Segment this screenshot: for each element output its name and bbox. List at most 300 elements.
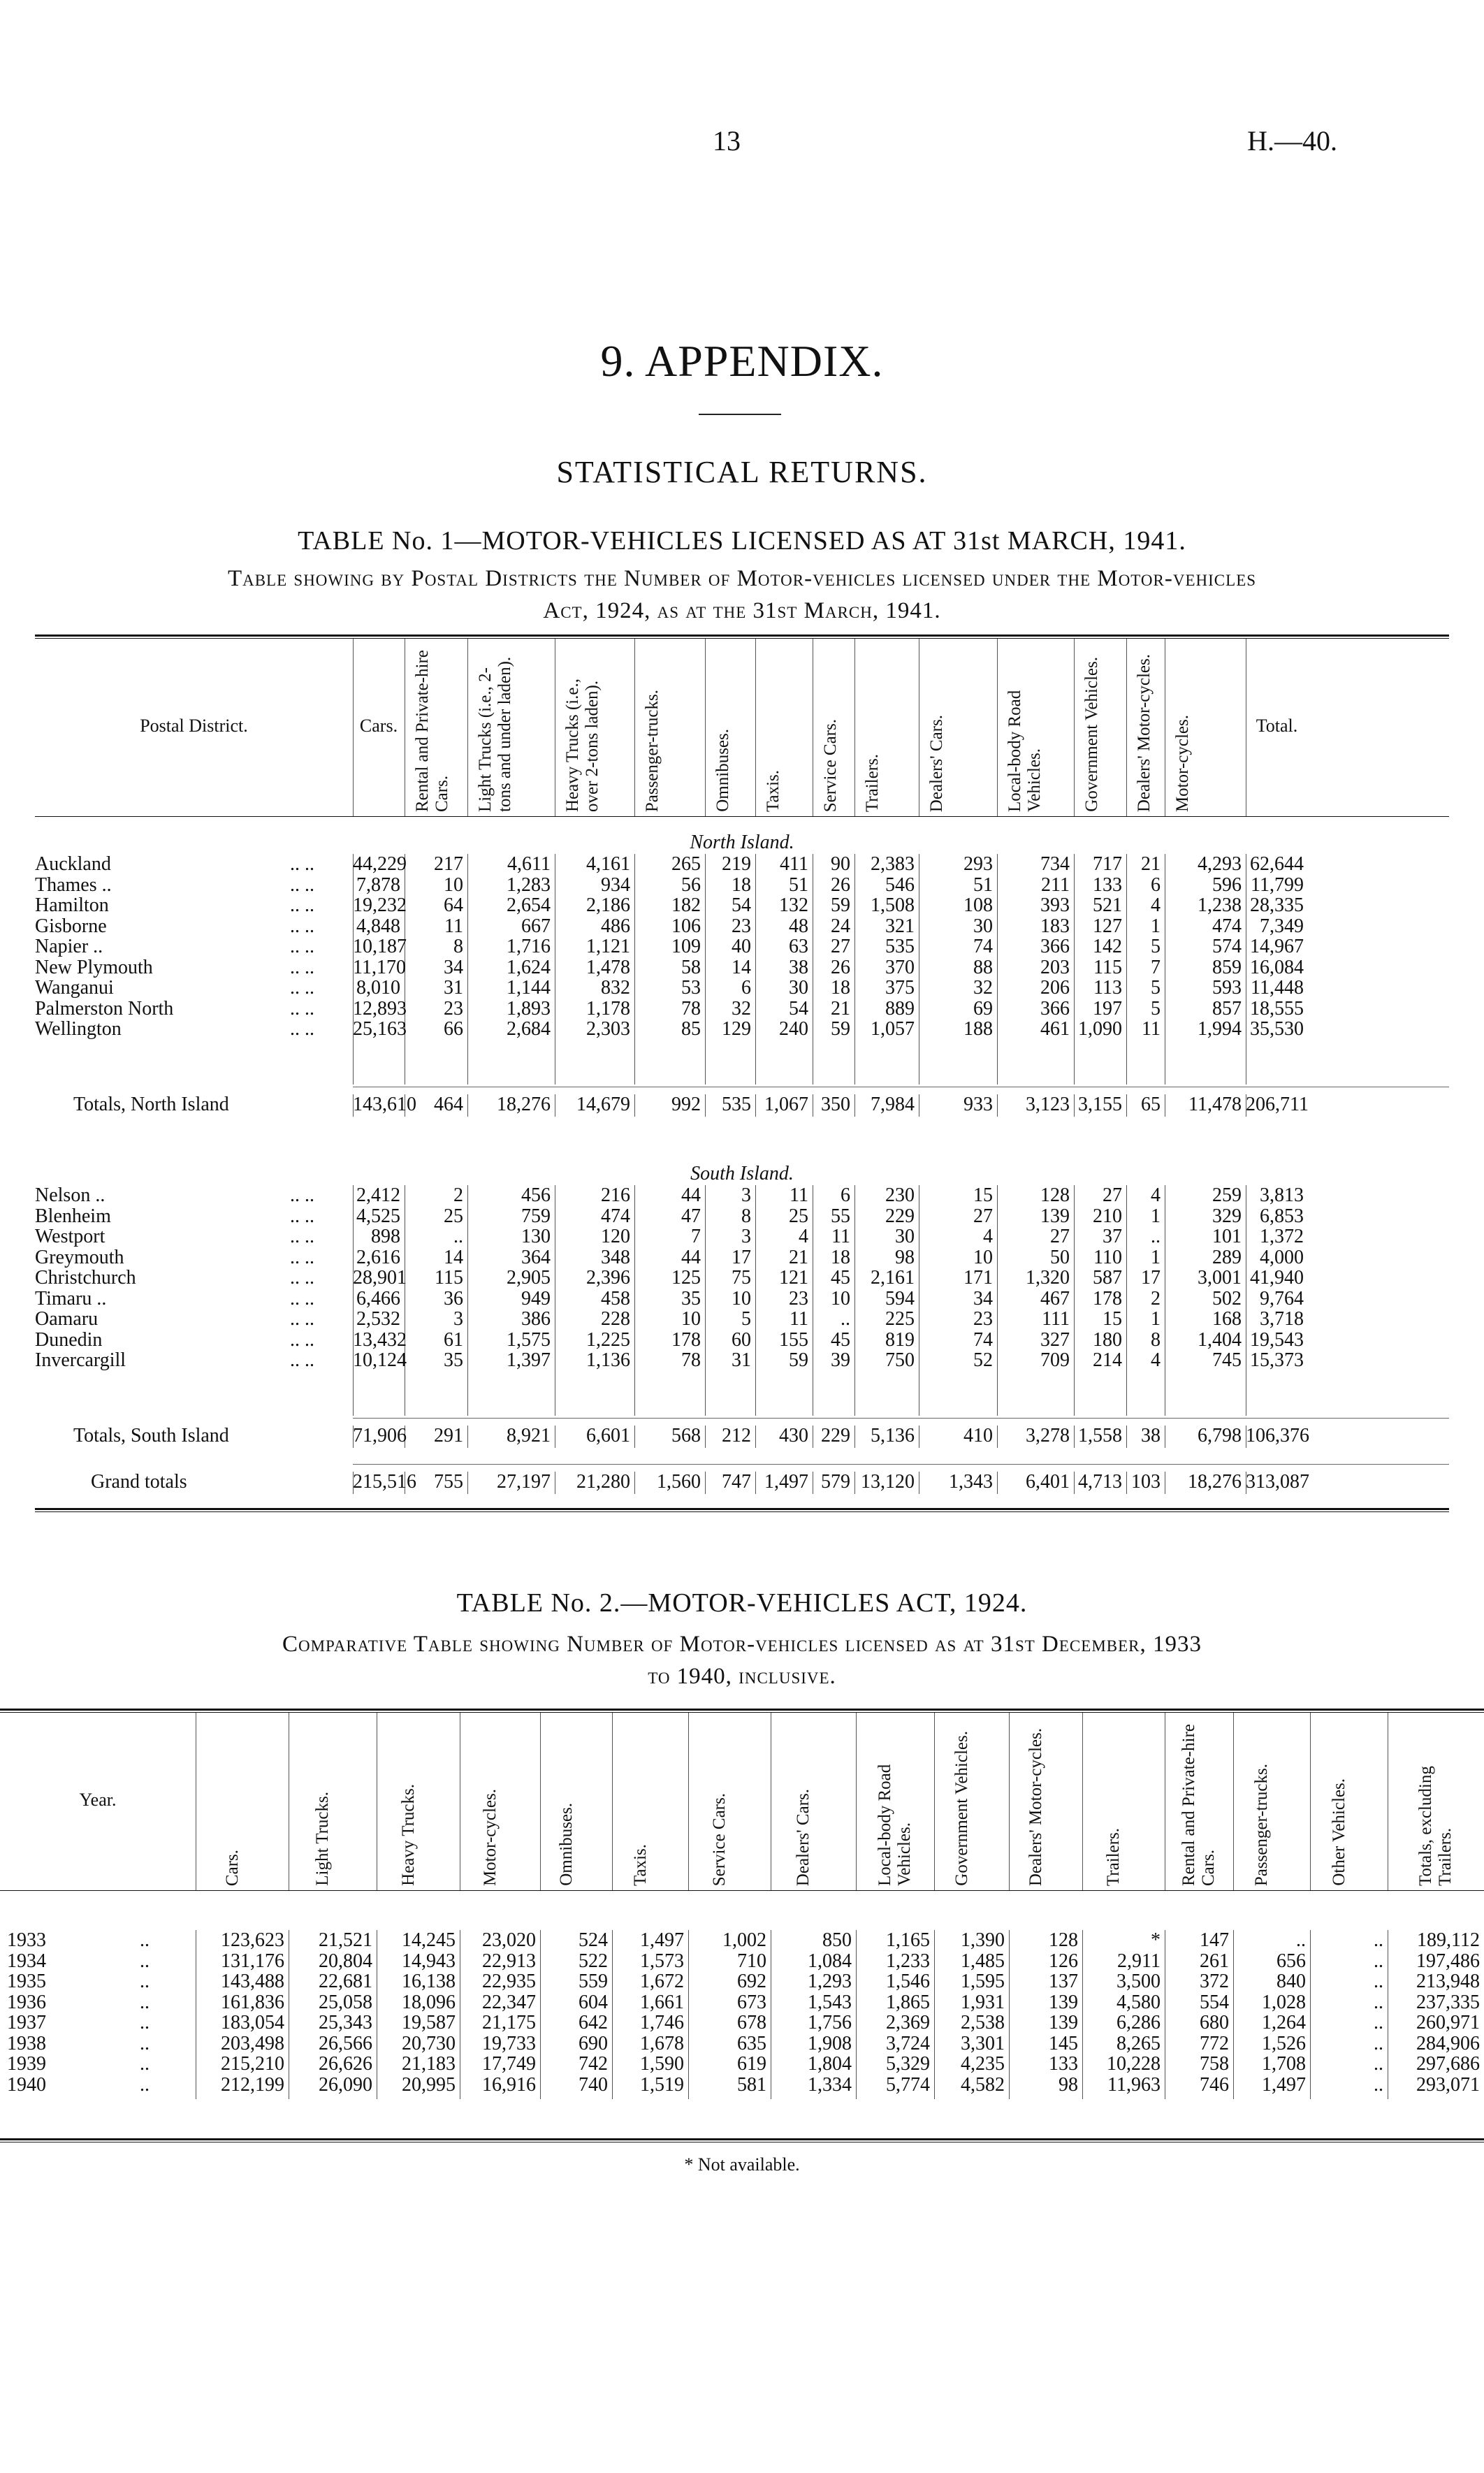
leader-dots: .. ..: [290, 873, 314, 896]
table-cell: 321: [885, 915, 915, 937]
leader-dots: .. ..: [290, 1328, 314, 1351]
table-cell: 840: [1276, 1971, 1306, 1992]
table-cell: 64: [444, 894, 463, 916]
leader-dots: .. ..: [290, 936, 314, 957]
table-cell: 1,519: [640, 2073, 684, 2096]
column-header-label: Taxis.: [764, 769, 783, 812]
column-divider: [1233, 1930, 1234, 2099]
table-row: [0, 1971, 1484, 1992]
table-cell: 131,176: [221, 1950, 284, 1972]
table-cell: 1,225: [586, 1328, 630, 1351]
table-cell: 1,144: [507, 977, 551, 999]
table-cell: 101: [1212, 1226, 1242, 1247]
table-cell: 58: [681, 956, 701, 978]
district-name: Dunedin .. ..: [35, 1328, 314, 1351]
table-cell: 386: [521, 1308, 551, 1330]
table-cell: 284,906: [1416, 2032, 1480, 2054]
table-cell: 4,235: [961, 2053, 1005, 2075]
table-cell: 293,071: [1416, 2073, 1480, 2096]
table-cell: 546: [885, 873, 915, 896]
table-cell: 23: [444, 997, 463, 1020]
table-cell: 554: [1200, 1991, 1229, 2013]
table-cell: 692: [737, 1971, 766, 1992]
table-cell: 1,590: [640, 2053, 684, 2075]
column-divider: [1009, 1930, 1010, 2099]
table-cell: 212,199: [221, 2073, 284, 2096]
table-cell: 535: [885, 936, 915, 957]
table-cell: 215,516: [353, 1471, 416, 1493]
table-cell: 106,376: [1246, 1425, 1309, 1446]
table-cell: 38: [1141, 1425, 1161, 1446]
table-cell: 19,587: [402, 2012, 456, 2033]
table-cell: 51: [973, 873, 993, 896]
district-name: Thames .. .. ..: [35, 873, 314, 896]
table-cell: 44: [681, 1184, 701, 1206]
district-name: Palmerston North .. ..: [35, 997, 314, 1020]
table-cell: 25,343: [319, 2012, 372, 2033]
column-divider: [1233, 1713, 1234, 1890]
table-cell: 14,679: [576, 1094, 630, 1115]
table-cell: 1,334: [808, 2073, 852, 2096]
table-cell: 25: [789, 1205, 808, 1227]
table-cell: 1,893: [507, 997, 551, 1020]
table-cell: 65: [1141, 1094, 1161, 1115]
table-cell: 1,575: [507, 1328, 551, 1351]
table-cell: 535: [722, 1094, 751, 1115]
table-cell: 11,963: [1107, 2073, 1161, 2096]
table-cell: 168: [1212, 1308, 1242, 1330]
table-cell: 115: [435, 1267, 463, 1289]
district-name: Gisborne .. ..: [35, 915, 314, 937]
table-cell: 3: [741, 1184, 751, 1206]
leader-dots: .. ..: [290, 894, 314, 916]
column-header-label: Light Trucks.: [313, 1792, 332, 1886]
table-cell: 44,229: [353, 853, 407, 875]
column-header: [1388, 1713, 1484, 1890]
table-cell: 25,058: [319, 1991, 372, 2013]
column-header-label: Heavy Trucks (i.e., over 2-tons laden).: [563, 679, 602, 812]
table-cell: 52: [973, 1349, 993, 1371]
table-cell: 1,283: [507, 873, 551, 896]
table-cell: 61: [444, 1328, 463, 1351]
table-cell: ..: [1374, 1950, 1383, 1972]
table-cell: 4,611: [507, 853, 551, 875]
leader-dots: .. ..: [290, 956, 314, 978]
year-cell: 1936 ..: [7, 1991, 150, 2013]
table-cell: 21: [789, 1246, 808, 1268]
column-divider: [1082, 1930, 1083, 2099]
table-cell: 47: [681, 1205, 701, 1227]
column-header-label: Postal District.: [140, 716, 248, 736]
column-header-label: Rental and Private-hire Cars.: [1179, 1724, 1218, 1886]
column-divider: [1082, 1713, 1083, 1890]
table-cell: 18: [831, 1246, 850, 1268]
table-cell: 14: [732, 956, 751, 978]
column-header: [688, 1713, 771, 1890]
table-cell: 21,175: [482, 2012, 536, 2033]
table-cell: 680: [1200, 2012, 1229, 2033]
table-cell: 673: [737, 1991, 766, 2013]
table-cell: 1: [1151, 1308, 1161, 1330]
table-cell: 78: [681, 1349, 701, 1371]
table-cell: 98: [895, 1246, 915, 1268]
table-cell: 78: [681, 997, 701, 1020]
column-header: [196, 1713, 289, 1890]
table-cell: 8: [453, 936, 463, 957]
table-cell: 230: [885, 1184, 915, 1206]
table-cell: 18,096: [402, 1991, 456, 2013]
table-cell: 734: [1040, 853, 1070, 875]
table-row: [0, 2013, 1484, 2033]
table-cell: 574: [1212, 936, 1242, 957]
table-cell: 393: [1040, 894, 1070, 916]
table-cell: 709: [1040, 1349, 1070, 1371]
column-header-label: Heavy Trucks.: [398, 1784, 418, 1886]
table-cell: 265: [671, 853, 701, 875]
table-cell: 22,913: [482, 1950, 536, 1972]
table-cell: 375: [885, 977, 915, 999]
table-cell: 1,746: [640, 2012, 684, 2033]
table-cell: 14,943: [402, 1950, 456, 1972]
table-cell: 4,713: [1078, 1471, 1122, 1493]
table-cell: 3: [453, 1308, 463, 1330]
district-name: Greymouth .. ..: [35, 1246, 314, 1268]
district-name: Timaru .. .. ..: [35, 1287, 314, 1310]
table-cell: 62,644: [1250, 853, 1304, 875]
table-cell: 372: [1200, 1971, 1229, 1992]
column-header: [540, 1713, 612, 1890]
table-cell: 1,526: [1262, 2032, 1306, 2054]
table-cell: 1,560: [657, 1471, 701, 1493]
table-cell: 16,916: [482, 2073, 536, 2096]
table-cell: 467: [1040, 1287, 1070, 1310]
table-cell: 59: [831, 894, 850, 916]
table-cell: 14: [444, 1246, 463, 1268]
table-cell: 44: [681, 1246, 701, 1268]
leader-dots: ..: [140, 1991, 150, 2013]
table-cell: 755: [434, 1471, 463, 1493]
table-cell: 1,084: [808, 1950, 852, 1972]
table-cell: 23,020: [482, 1929, 536, 1951]
table-cell: 934: [601, 873, 630, 896]
table-cell: *: [1151, 1929, 1161, 1951]
table-cell: 108: [963, 894, 993, 916]
table-cell: 522: [579, 1950, 608, 1972]
table-cell: 370: [885, 956, 915, 978]
column-divider: [612, 1713, 613, 1890]
table-cell: 293: [963, 853, 993, 875]
table-cell: 7,984: [871, 1094, 915, 1115]
table-cell: 1,397: [507, 1349, 551, 1371]
table-cell: 123,623: [221, 1929, 284, 1951]
table-cell: 10,228: [1107, 2053, 1161, 2075]
table2-subtitle-line1: Comparative Table showing Number of Motor-vehicles licensed as at 31st December, 1933: [282, 1632, 1202, 1657]
table-cell: 1,661: [640, 1991, 684, 2013]
leader-dots: ..: [140, 2073, 150, 2096]
table-cell: 203,498: [221, 2032, 284, 2054]
table-cell: 1,238: [1198, 894, 1242, 916]
table-cell: 27: [1050, 1226, 1070, 1247]
table-cell: 750: [885, 1349, 915, 1371]
table-cell: 16,084: [1250, 956, 1304, 978]
table-cell: 18: [732, 873, 751, 896]
table2-header-rule: [0, 1890, 1484, 1891]
table-cell: 1,508: [871, 894, 915, 916]
table-cell: 1,264: [1262, 2012, 1306, 2033]
table-cell: 8,265: [1116, 2032, 1161, 2054]
table-cell: 486: [601, 915, 630, 937]
column-header-label: Omnibuses.: [556, 1803, 576, 1886]
table-cell: 206,711: [1246, 1094, 1309, 1115]
column-header-label: Taxis.: [630, 1843, 650, 1886]
table-cell: 1,067: [764, 1094, 808, 1115]
table-cell: 1,136: [586, 1349, 630, 1371]
table-cell: 45: [831, 1267, 850, 1289]
column-header-label: Dealers' Cars.: [927, 714, 946, 812]
column-divider: [1009, 1713, 1010, 1890]
column-header-label: Dealers' Motor-cycles.: [1026, 1727, 1045, 1886]
table-cell: 5: [741, 1308, 751, 1330]
table-cell: 933: [963, 1094, 993, 1115]
table-cell: 128: [1040, 1184, 1070, 1206]
year-cell: 1938 ..: [7, 2032, 150, 2054]
table-cell: 13,432: [353, 1328, 407, 1351]
column-header: [1009, 1713, 1082, 1890]
table-cell: 1,165: [886, 1929, 930, 1951]
table-cell: 1,908: [808, 2032, 852, 2054]
table-cell: 581: [737, 2073, 766, 2096]
table-cell: 22,935: [482, 1971, 536, 1992]
table-cell: 1,485: [961, 1950, 1005, 1972]
table-cell: 2,369: [886, 2012, 930, 2033]
table-cell: ..: [841, 1308, 850, 1330]
table-cell: 859: [1212, 956, 1242, 978]
table-cell: 3,813: [1260, 1184, 1304, 1206]
column-divider: [688, 1713, 689, 1890]
table-cell: 142: [1093, 936, 1122, 957]
table-row: [0, 2033, 1484, 2054]
district-name: Wanganui .. ..: [35, 977, 314, 999]
table-cell: 474: [601, 1205, 630, 1227]
table-cell: ..: [1374, 2012, 1383, 2033]
table-cell: 11: [790, 1184, 808, 1206]
column-divider: [856, 1930, 857, 2099]
table-cell: 9,764: [1260, 1287, 1304, 1310]
table-cell: 7,349: [1260, 915, 1304, 937]
table-cell: 31: [732, 1349, 751, 1371]
district-name: Invercargill .. ..: [35, 1349, 314, 1371]
column-header-label: Omnibuses.: [713, 729, 732, 812]
table-cell: 216: [601, 1184, 630, 1206]
table2-bottom-rule: [0, 2138, 1484, 2140]
table2-body: [0, 1930, 1484, 2095]
table-cell: 54: [732, 894, 751, 916]
leader-dots: ..: [140, 1929, 150, 1951]
column-divider: [540, 1713, 541, 1890]
table-cell: 348: [601, 1246, 630, 1268]
column-header: [771, 1713, 856, 1890]
table-cell: 139: [1049, 2012, 1078, 2033]
column-header-label: Dealers' Motor-cycles.: [1135, 653, 1154, 812]
table2-top-rule: [0, 1709, 1484, 1711]
table-cell: 34: [444, 956, 463, 978]
table-cell: 20,730: [402, 2032, 456, 2054]
table-cell: 10: [444, 873, 463, 896]
table-cell: 10: [681, 1308, 701, 1330]
table-cell: 8: [1151, 1328, 1161, 1351]
table-cell: 38: [789, 956, 808, 978]
table-cell: 5: [1151, 936, 1161, 957]
leader-dots: .. ..: [290, 1308, 314, 1330]
table-cell: 228: [601, 1308, 630, 1330]
table-cell: 3,724: [886, 2032, 930, 2054]
table-cell: 1,672: [640, 1971, 684, 1992]
table-cell: 36: [444, 1287, 463, 1310]
table-cell: 635: [737, 2032, 766, 2054]
table-cell: 48: [789, 915, 808, 937]
table-cell: 23: [789, 1287, 808, 1310]
table-cell: 2,654: [507, 894, 551, 916]
table-cell: 1,546: [886, 1971, 930, 1992]
table-cell: 1: [1151, 1246, 1161, 1268]
table-cell: 474: [1212, 915, 1242, 937]
table-cell: 11: [444, 915, 463, 937]
table-cell: 206: [1040, 977, 1070, 999]
leader-dots: .. ..: [290, 915, 314, 937]
table-cell: ..: [1374, 1929, 1383, 1951]
table-cell: 2,412: [356, 1184, 400, 1206]
table-cell: 132: [779, 894, 808, 916]
table-cell: 430: [779, 1425, 808, 1446]
table-cell: 35: [444, 1349, 463, 1371]
leader-dots: .. ..: [290, 1018, 314, 1040]
table-cell: 458: [601, 1287, 630, 1310]
column-header-label: Local-body Road Vehicles.: [875, 1764, 914, 1886]
table-cell: 16,138: [402, 1971, 456, 1992]
table-cell: 40: [732, 936, 751, 957]
leader-dots: .. ..: [290, 1184, 314, 1206]
table-cell: 121: [779, 1267, 808, 1289]
table-cell: 8,010: [356, 977, 400, 999]
table-cell: 183: [1040, 915, 1070, 937]
table-cell: 667: [521, 915, 551, 937]
year-cell: 1933 ..: [7, 1929, 150, 1951]
table-cell: 30: [973, 915, 993, 937]
table-cell: 88: [973, 956, 993, 978]
table-cell: 60: [732, 1328, 751, 1351]
table-cell: 32: [973, 977, 993, 999]
table-cell: 4,580: [1116, 1991, 1161, 2013]
table-cell: 137: [1049, 1971, 1078, 1992]
column-header: [1082, 1713, 1165, 1890]
table-cell: 21,183: [402, 2053, 456, 2075]
table-cell: 182: [671, 894, 701, 916]
totals-label: Grand totals: [91, 1471, 187, 1493]
table-cell: 949: [521, 1287, 551, 1310]
table-cell: 8: [741, 1205, 751, 1227]
table-cell: 7: [691, 1226, 701, 1247]
south-island-heading: South Island.: [690, 1163, 794, 1184]
table-cell: 1,716: [507, 936, 551, 957]
table-cell: 27: [831, 936, 850, 957]
table-cell: 461: [1040, 1018, 1070, 1040]
table-cell: 850: [822, 1929, 852, 1951]
totals-label: Totals, South Island: [73, 1425, 229, 1446]
column-header-label: Light Trucks (i.e., 2-tons and under laden).: [476, 656, 514, 812]
table-cell: 3: [741, 1226, 751, 1247]
table-cell: 524: [579, 1929, 608, 1951]
table-cell: 1,372: [1260, 1226, 1304, 1247]
column-divider: [934, 1713, 935, 1890]
table-cell: 6,286: [1116, 2012, 1161, 2033]
table-cell: 219: [722, 853, 751, 875]
table-cell: 14,967: [1250, 936, 1304, 957]
table-cell: 1,057: [871, 1018, 915, 1040]
table-cell: 18: [831, 977, 850, 999]
table-cell: 120: [601, 1226, 630, 1247]
table-cell: 27: [973, 1205, 993, 1227]
table-cell: 521: [1093, 894, 1122, 916]
leader-dots: .. ..: [290, 853, 314, 875]
table-cell: 10,124: [353, 1349, 407, 1371]
table-cell: 23: [973, 1308, 993, 1330]
table-cell: 410: [963, 1425, 993, 1446]
table-cell: 289: [1212, 1246, 1242, 1268]
table-cell: 41,940: [1250, 1267, 1304, 1289]
table-cell: 55: [831, 1205, 850, 1227]
table-cell: 2,684: [507, 1018, 551, 1040]
table-cell: 45: [831, 1328, 850, 1351]
table-cell: 98: [1059, 2073, 1078, 2096]
table-cell: 260,971: [1416, 2012, 1480, 2033]
table1-title: TABLE No. 1—MOTOR-VEHICLES LICENSED AS AT 31st MARCH, 1941.: [298, 526, 1186, 556]
table-cell: 103: [1131, 1471, 1161, 1493]
table-cell: 710: [737, 1950, 766, 1972]
table-cell: 3,001: [1198, 1267, 1242, 1289]
table-cell: 2,396: [586, 1267, 630, 1289]
table-cell: 1,178: [586, 997, 630, 1020]
table-cell: 133: [1093, 873, 1122, 896]
table-cell: 2: [453, 1184, 463, 1206]
table-cell: 21,280: [576, 1471, 630, 1493]
table-cell: 604: [579, 1991, 608, 2013]
table-cell: 6,601: [586, 1425, 630, 1446]
table-cell: 145: [1049, 2032, 1078, 2054]
table-cell: 115: [1093, 956, 1122, 978]
table-cell: 109: [671, 936, 701, 957]
table-cell: 171: [963, 1267, 993, 1289]
page-number: 13: [713, 125, 741, 157]
table-cell: ..: [1296, 1929, 1306, 1951]
table-cell: ..: [1374, 2073, 1383, 2096]
table-cell: 327: [1040, 1328, 1070, 1351]
table-cell: 30: [789, 977, 808, 999]
table-cell: 26,566: [319, 2032, 372, 2054]
table-cell: 25,163: [353, 1018, 407, 1040]
table-cell: 2,616: [356, 1246, 400, 1268]
table-cell: 74: [973, 936, 993, 957]
table-cell: 210: [1093, 1205, 1122, 1227]
table-cell: 17: [1141, 1267, 1161, 1289]
column-header: [1165, 1713, 1233, 1890]
table-cell: 1,595: [961, 1971, 1005, 1992]
table-row: [0, 2075, 1484, 2096]
table-cell: 178: [671, 1328, 701, 1351]
table-cell: 11,448: [1251, 977, 1304, 999]
table-cell: 180: [1093, 1328, 1122, 1351]
year-cell: 1934 ..: [7, 1950, 150, 1972]
table-cell: 20,804: [319, 1950, 372, 1972]
